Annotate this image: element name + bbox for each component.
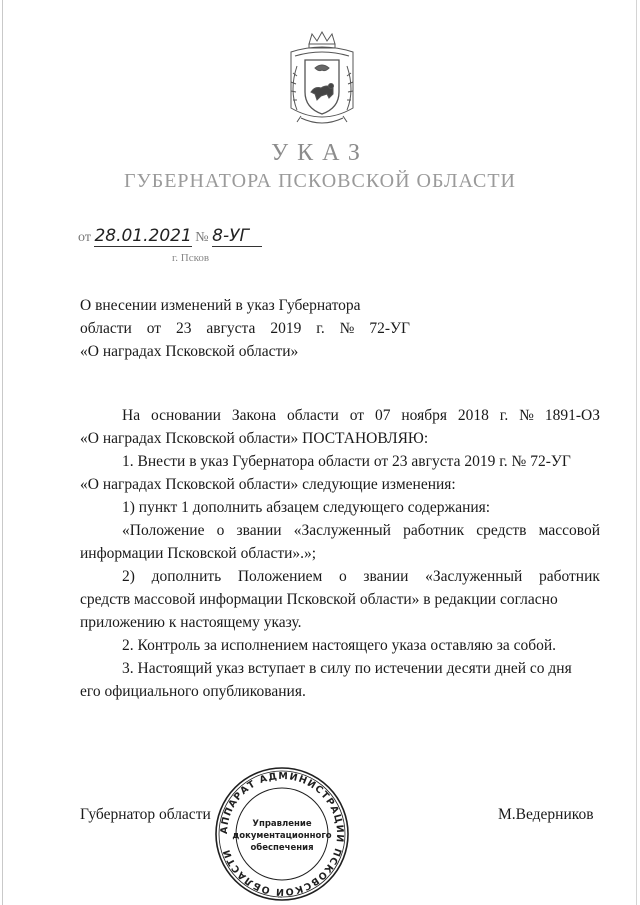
word: работник: [403, 522, 465, 539]
word: 2019: [270, 320, 302, 337]
word: «Положение: [122, 522, 205, 539]
body-paragraph-2-line-1: [80, 450, 600, 473]
decree-title: УКАЗ: [271, 140, 369, 166]
word: 23: [175, 320, 192, 337]
stamp-ring-text: АППАРАТ АДМИНИСТРАЦИИ ПСКОВСКОЙ ОБЛАСТИ: [218, 770, 346, 898]
body-paragraph-2-line-2: «О наградах Псковской области» следующие изменения:: [80, 476, 456, 493]
word: звании: [236, 522, 282, 539]
scan-edge-left: [2, 0, 3, 905]
word: массовой: [538, 522, 600, 539]
word: 2018: [457, 407, 489, 424]
word: о: [216, 522, 225, 539]
word: работник: [538, 568, 600, 585]
word: г.: [316, 320, 325, 337]
word: Положением: [237, 568, 323, 585]
word: дополнить: [151, 568, 222, 585]
word: области: [287, 407, 339, 424]
word: звании: [363, 568, 409, 585]
signatory-position: Губернатор области: [80, 806, 211, 823]
official-stamp: [212, 764, 352, 904]
body-paragraph-7-line-2: его официального опубликования.: [80, 683, 306, 700]
word: На: [122, 407, 141, 424]
word: области: [80, 320, 132, 337]
date-prefix: от: [78, 230, 91, 245]
body-paragraph-5-line-2: средств массовой информации Псковской области» в редакции согласно: [80, 591, 558, 608]
word: августа: [206, 320, 256, 337]
body-paragraph-5-line-1: [80, 565, 600, 588]
stamp-center-line-1: Управление: [252, 819, 312, 829]
pskov-coat-of-arms-icon: [281, 30, 363, 130]
body-paragraph-7-line-1: 3. Настоящий указ вступает в силу по истечении десяти дней со дня: [122, 660, 572, 677]
decree-date-line: [78, 226, 262, 247]
decree-city: г. Псков: [172, 252, 210, 264]
decree-date: 28.01.2021: [94, 226, 192, 246]
word: основании: [150, 407, 221, 424]
word: от: [146, 320, 162, 337]
decree-subject: [80, 294, 410, 363]
word: 1891-ОЗ: [544, 407, 600, 424]
body-paragraph-3: 1) пункт 1 дополнить абзацем следующего содержания:: [122, 499, 491, 516]
body-paragraph-1-line-2: «О наградах Псковской области» ПОСТАНОВЛЯЮ:: [80, 430, 429, 447]
body-paragraph-5-line-3: приложению к настоящему указу.: [80, 614, 302, 631]
number-prefix: №: [195, 230, 209, 245]
word: ноября: [401, 407, 448, 424]
word: Закона: [231, 407, 277, 424]
word: 07: [374, 407, 391, 424]
decree-subtitle: ГУБЕРНАТОРА ПСКОВСКОЙ ОБЛАСТИ: [124, 170, 516, 192]
word: 1. Внести в указ Губернатора области от 23 августа 2019 г. № 72-УГ: [122, 453, 571, 470]
word: г.: [499, 407, 509, 424]
word: №: [339, 320, 355, 337]
body-paragraph-6: 2. Контроль за исполнением настоящего указа оставляю за собой.: [122, 637, 557, 654]
word: «Заслуженный: [293, 522, 391, 539]
word: №: [519, 407, 534, 424]
stamp-center-line-3: обеспечения: [250, 843, 314, 853]
word: средств: [476, 522, 527, 539]
stamp-center-line-2: документационного: [232, 831, 332, 841]
subject-line-3: «О наградах Псковской области»: [80, 343, 299, 360]
subject-line-2: [80, 317, 410, 340]
signatory-name: М.Ведерников: [498, 806, 594, 823]
body-paragraph-1-line-1: [80, 404, 600, 427]
word: о: [339, 568, 347, 585]
body-paragraph-4-line-2: информации Псковской области».»;: [80, 545, 317, 562]
scan-edge-right: [636, 0, 637, 905]
word: «Заслуженный: [425, 568, 523, 585]
decree-number: 8-УГ: [212, 226, 262, 247]
decree-body: [80, 404, 600, 703]
body-paragraph-4-line-1: [80, 519, 600, 542]
subject-line-1: О внесении изменений в указ Губернатора: [80, 297, 361, 314]
word: 2): [122, 568, 135, 585]
word: 72-УГ: [369, 320, 410, 337]
word: от: [349, 407, 365, 424]
